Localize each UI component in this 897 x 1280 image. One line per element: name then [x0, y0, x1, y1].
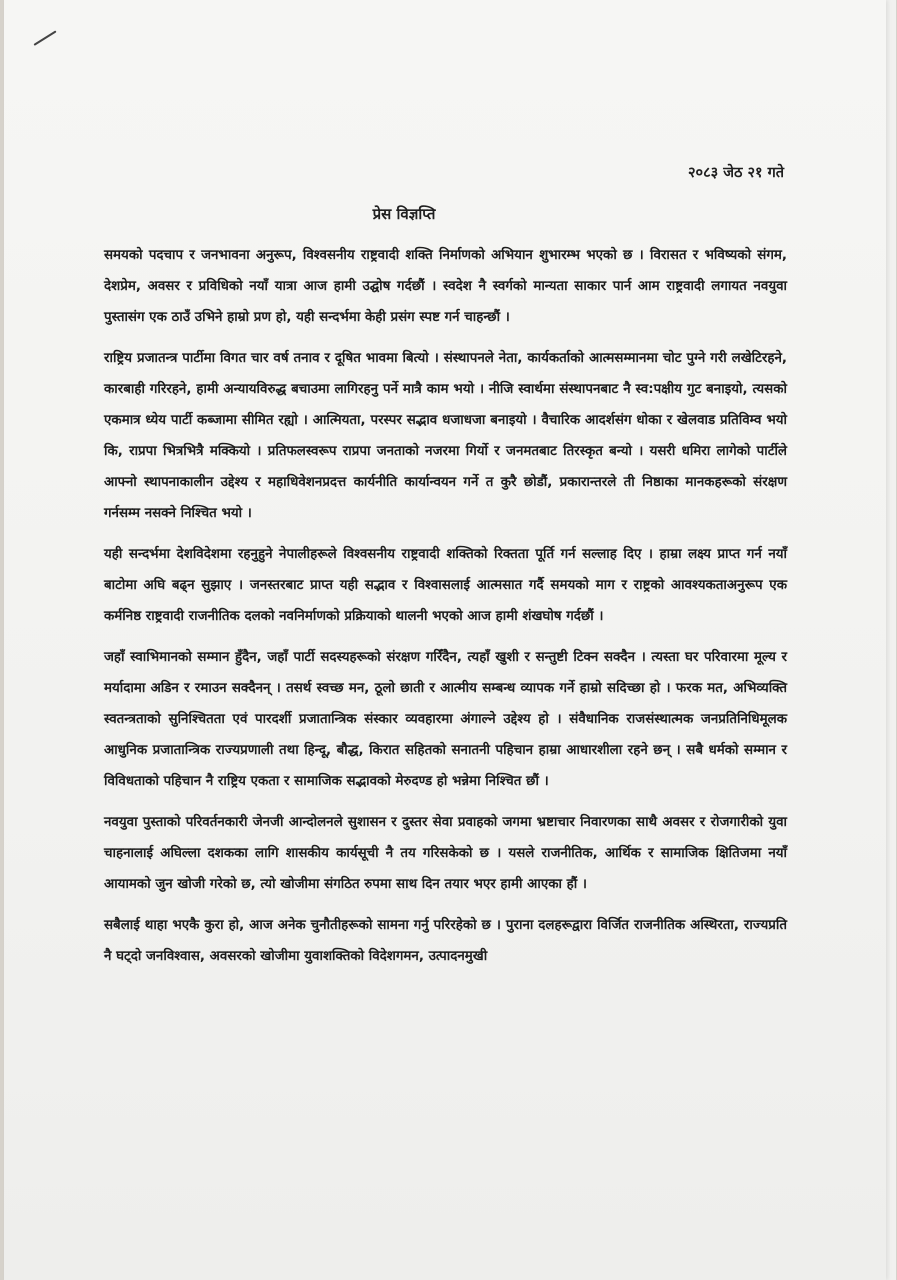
paper-sheet: [4, 0, 886, 1280]
paragraph-3: यही सन्दर्भमा देशविदेशमा रहनुहुने नेपालीहरूले विश्वसनीय राष्ट्रवादी शक्तिको रिक्तता पूर्ति गर्न सल्लाह दिए । हाम्रा लक्ष्य प्राप्त गर्न नयाँ बाटोमा अघि बढ्न सुझाए । जनस्तरबाट प्राप्त यही सद्भाव र विश्वासलाई आत्मसात गर्दै समयको माग र राष्ट्रको आवश्यकताअनुरूप एक कर्मनिष्ठ राष्ट्रवादी राजनीतिक दलको नवनिर्माणको प्रक्रियाको थालनी भएको आज हामी शंखघोष गर्दछौं ।: [104, 547, 787, 624]
paragraph-6: सबैलाई थाहा भएकै कुरा हो, आज अनेक चुनौतीहरूको सामना गर्नु परिरहेको छ । पुराना दलहरूद्वारा विर्जित राजनीतिक अस्थिरता, राज्यप्रति नै घट्दो जनविश्वास, अवसरको खोजीमा युवाशक्तिको विदेशगमन, उत्पादनमुखी: [104, 918, 787, 964]
paragraph-2: राष्ट्रिय प्रजातन्त्र पार्टीमा विगत चार वर्ष तनाव र दूषित भावमा बित्यो । संस्थापनले नेता, कार्यकर्ताको आत्मसम्मानमा चोट पुग्ने गरी लखेटिरहने, कारबाही गरिरहने, हामी अन्यायविरुद्ध बचाउमा लागिरहनु पर्ने मात्रै काम भयो । नीजि स्वार्थमा संस्थापनबाट नै स्व:पक्षीय गुट बनाइयो, त्यसको एकमात्र ध्येय पार्टी कब्जामा सीमित रह्यो । आत्मियता, परस्पर सद्भाव धजाधजा बनाइयो । वैचारिक आदर्शसंग धोका र खेलवाड प्रतिविम्व भयो कि, राप्रपा भित्रभित्रै मक्कियो । प्रतिफलस्वरूप राप्रपा जनताको नजरमा गिर्यो र जनमतबाट तिरस्कृत बन्यो । यसरी धमिरा लागेको पार्टीले आफ्नो स्थापनाकालीन उद्देश्य र महाधिवेशनप्रदत्त कार्यनीति कार्यान्वयन गर्ने त कुरै छोडौं, प्रकारान्तरले ती निष्ठाका मानकहरूको संरक्षण गर्नसम्म नसक्ने निश्चित भयो ।: [104, 351, 787, 521]
paragraph-1: समयको पदचाप र जनभावना अनुरूप, विश्वसनीय राष्ट्रवादी शक्ति निर्माणको अभियान शुभारम्भ भएको छ । विरासत र भविष्यको संगम, देशप्रेम, अवसर र प्रविधिको नयाँ यात्रा आज हामी उद्घोष गर्दछौं । स्वदेश नै स्वर्गको मान्यता साकार पार्न आम राष्ट्रवादी लगायत नवयुवा पुस्तासंग एक ठाउँ उभिने हाम्रो प्रण हो, यही सन्दर्भमा केही प्रसंग स्पष्ट गर्न चाहन्छौं ।: [104, 248, 787, 325]
paragraph-5: नवयुवा पुस्ताको परिवर्तनकारी जेनजी आन्दोलनले सुशासन र दुस्तर सेवा प्रवाहको जगमा भ्रष्टाचार निवारणका साथै अवसर र रोजगारीको युवा चाहनालाई अघिल्ला दशकका लागि शासकीय कार्यसूची नै तय गरिसकेको छ । यसले राजनीतिक, आर्थिक र सामाजिक क्षितिजमा नयाँ आयामको जुन खोजी गरेको छ, त्यो खोजीमा संगठित रुपमा साथ दिन तयार भएर हामी आएका हौं ।: [104, 815, 787, 892]
paragraph-4: जहाँ स्वाभिमानको सम्मान हुँदैन, जहाँ पार्टी सदस्यहरूको संरक्षण गरिँदैन, त्यहाँ खुशी र सन्तुष्टी टिक्न सक्दैन । त्यस्ता घर परिवारमा मूल्य र मर्यादामा अडिन र रमाउन सक्दैनन् । तसर्थ स्वच्छ मन, ठूलो छाती र आत्मीय सम्बन्ध व्यापक गर्ने हाम्रो सदिच्छा हो । फरक मत, अभिव्यक्ति स्वतन्त्रताको सुनिश्चितता एवं पारदर्शी प्रजातान्त्रिक संस्कार व्यवहारमा अंगाल्ने उद्देश्य हो । संवैधानिक राजसंस्थात्मक जनप्रतिनिधिमूलक आधुनिक प्रजातान्त्रिक राज्यप्रणाली तथा हिन्दू, बौद्ध, किरात सहितको सनातनी पहिचान हाम्रा आधारशीला रहने छन् । सबै धर्मको सम्मान र विविधताको पहिचान नै राष्ट्रिय एकता र सामाजिक सद्भावको मेरुदण्ड हो भन्नेमा निश्चित छौं ।: [104, 650, 787, 789]
document-date: २०८३ जेठ २१ गते: [688, 165, 784, 181]
document-body: [104, 240, 787, 982]
pen-mark: [33, 30, 56, 45]
document-title: प्रेस विज्ञप्ति: [372, 205, 436, 223]
